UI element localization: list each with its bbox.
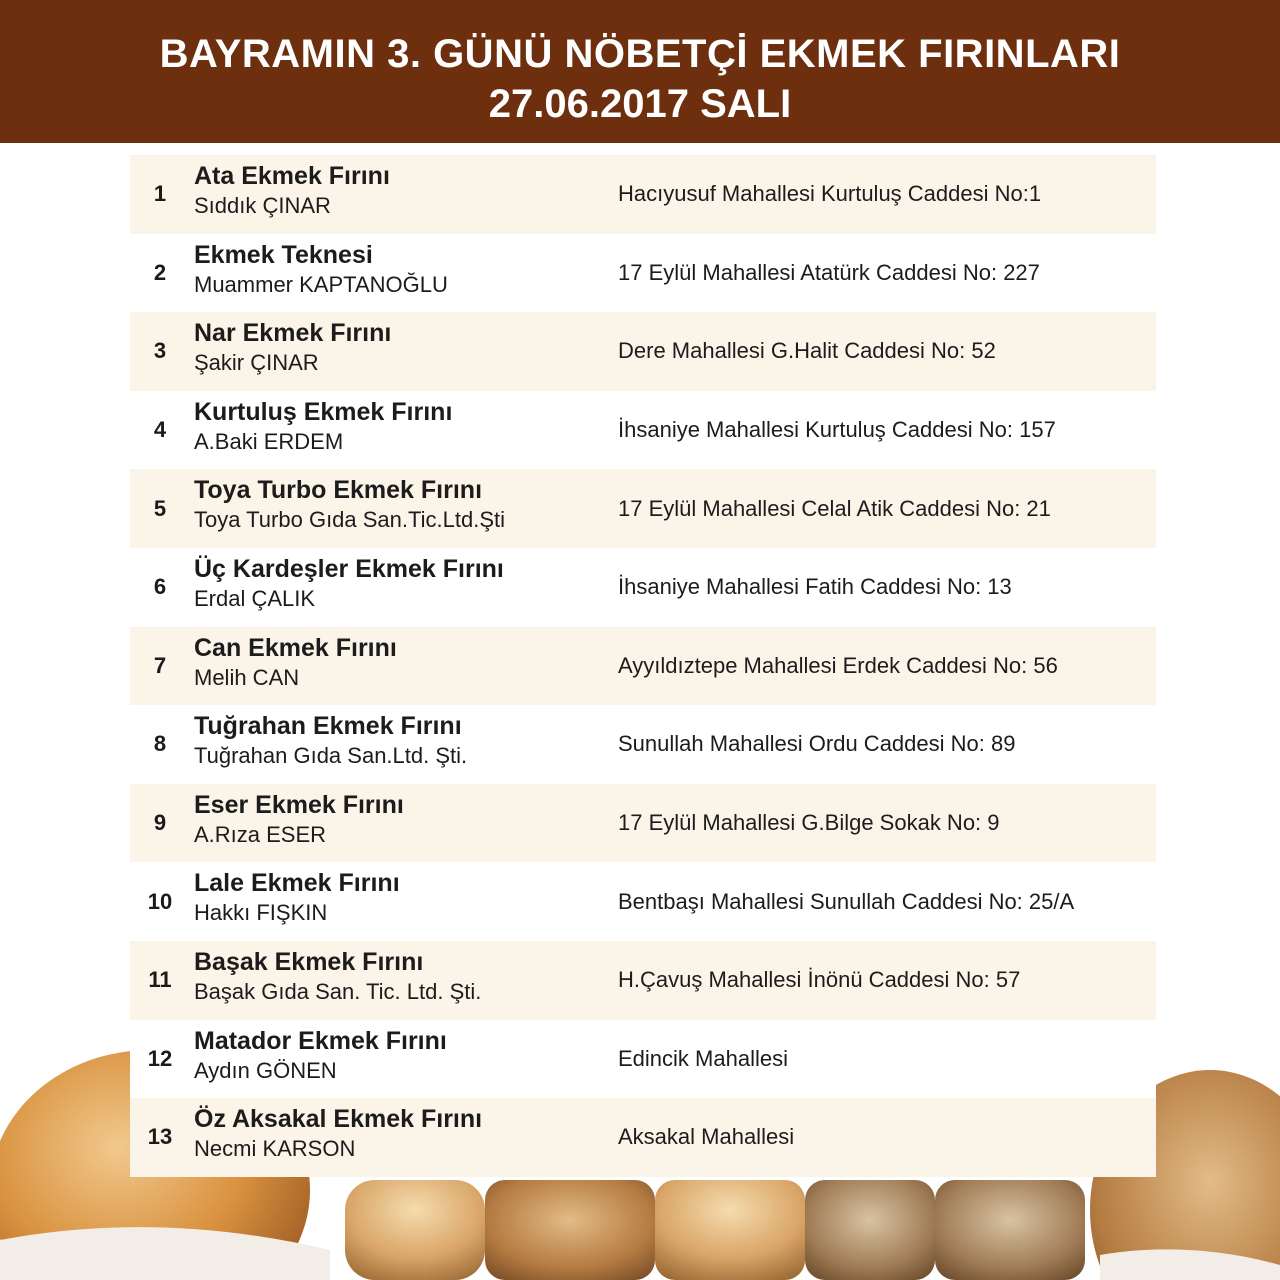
bakery-row: [130, 784, 1156, 863]
bakery-owner: Şakir ÇINAR: [194, 350, 319, 376]
bakery-owner: Muammer KAPTANOĞLU: [194, 271, 448, 297]
bakery-row: [130, 627, 1156, 706]
row-number: 13: [147, 1124, 173, 1150]
bakery-address: Bentbaşı Mahallesi Sunullah Caddesi No: 25/A: [618, 888, 1075, 914]
bakery-owner: Tuğrahan Gıda San.Ltd. Şti.: [194, 743, 468, 769]
bakery-name: Eser Ekmek Fırını: [194, 790, 404, 819]
row-number: 6: [153, 574, 167, 600]
bakery-name: Toya Turbo Ekmek Fırını: [194, 476, 483, 505]
bakery-row: [130, 391, 1156, 470]
bakery-owner: Sıddık ÇINAR: [194, 193, 331, 218]
bakery-name: Öz Aksakal Ekmek Fırını: [194, 1105, 483, 1134]
row-number: 2: [153, 259, 167, 285]
bakery-name: Ata Ekmek Fırını: [194, 162, 390, 190]
bakery-name: Tuğrahan Ekmek Fırını: [194, 712, 462, 741]
row-number: 5: [153, 495, 167, 521]
bakery-address: 17 Eylül Mahallesi G.Bilge Sokak No: 9: [618, 810, 1000, 836]
bakery-owner: Melih CAN: [194, 664, 300, 690]
bakery-name: Ekmek Teknesi: [194, 240, 373, 269]
bakery-row: [130, 312, 1156, 391]
bakery-address: 17 Eylül Mahallesi Atatürk Caddesi No: 227: [618, 259, 1040, 285]
bakery-row: [130, 1020, 1156, 1099]
bakery-address: Hacıyusuf Mahallesi Kurtuluş Caddesi No:1: [618, 181, 1042, 207]
row-number: 7: [153, 652, 167, 678]
bakery-owner: Hakkı FIŞKIN: [194, 900, 328, 926]
bakery-owner: A.Rıza ESER: [194, 821, 327, 847]
row-number: 4: [153, 417, 167, 443]
row-number: 11: [148, 967, 172, 993]
bakery-address: Sunullah Mahallesi Ordu Caddesi No: 89: [618, 731, 1016, 757]
bakery-name: Lale Ekmek Fırını: [194, 869, 400, 898]
bakery-name: Üç Kardeşler Ekmek Fırını: [194, 554, 504, 583]
bakery-name: Can Ekmek Fırını: [194, 633, 397, 662]
bakery-owner: A.Baki ERDEM: [194, 428, 344, 454]
bakery-owner: Aydın GÖNEN: [194, 1057, 337, 1083]
row-number: 12: [147, 1045, 173, 1071]
bakery-row: [130, 862, 1156, 941]
bakery-name: Başak Ekmek Fırını: [194, 947, 424, 976]
bakery-row: [130, 469, 1156, 548]
bakery-row: [130, 705, 1156, 784]
bakery-name: Kurtuluş Ekmek Fırını: [194, 397, 453, 426]
bakery-address: Edincik Mahallesi: [618, 1045, 788, 1071]
row-number: 1: [153, 181, 167, 207]
bakery-address: Dere Mahallesi G.Halit Caddesi No: 52: [618, 338, 996, 364]
bakery-address: İhsaniye Mahallesi Fatih Caddesi No: 13: [618, 574, 1012, 600]
row-number: 10: [147, 888, 173, 914]
bakery-list: [130, 155, 1156, 1177]
bakery-row: [130, 155, 1156, 234]
bakery-name: Matador Ekmek Fırını: [194, 1026, 447, 1055]
bakery-row: [130, 548, 1156, 627]
bakery-owner: Başak Gıda San. Tic. Ltd. Şti.: [194, 978, 482, 1004]
bakery-owner: Erdal ÇALIK: [194, 585, 316, 611]
bakery-row: [130, 234, 1156, 313]
bakery-owner: Necmi KARSON: [194, 1136, 356, 1162]
bakery-name: Nar Ekmek Fırını: [194, 319, 392, 348]
row-number: 8: [153, 731, 167, 757]
row-number: 9: [153, 810, 167, 836]
bakery-row: [130, 941, 1156, 1020]
bakery-address: 17 Eylül Mahallesi Celal Atik Caddesi No: 21: [618, 495, 1051, 521]
page-date: 27.06.2017 SALI: [488, 82, 792, 126]
bakery-owner: Toya Turbo Gıda San.Tic.Ltd.Şti: [194, 507, 506, 533]
bakery-address: Aksakal Mahallesi: [618, 1124, 795, 1150]
bakery-address: Ayyıldıztepe Mahallesi Erdek Caddesi No: 56: [618, 652, 1058, 678]
page-title: BAYRAMIN 3. GÜNÜ NÖBETÇİ EKMEK FIRINLARI: [159, 32, 1121, 76]
row-number: 3: [153, 338, 167, 364]
bakery-address: İhsaniye Mahallesi Kurtuluş Caddesi No: 157: [618, 417, 1056, 443]
page-header: [0, 0, 1280, 143]
bakery-address: H.Çavuş Mahallesi İnönü Caddesi No: 57: [618, 967, 1021, 993]
bakery-row: [130, 1098, 1156, 1177]
